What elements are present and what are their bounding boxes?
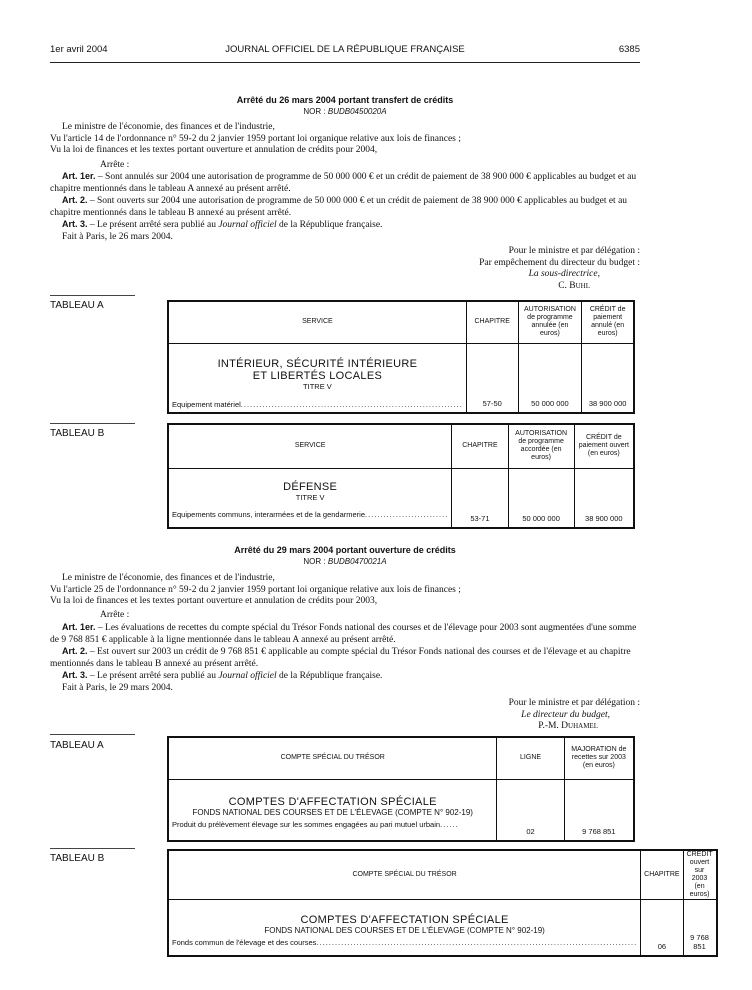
journal-title: JOURNAL OFFICIEL DE LA RÉPUBLIQUE FRANÇAISE: [225, 44, 465, 55]
divider: [50, 734, 135, 735]
tableau-b-2: [167, 849, 718, 957]
arrete1-art2: Art. 2. – Sont ouverts sur 2004 une autorisation de programme de 50 000 000 € et un crédit de paiement de 38 900 000 € applicables au budget et au chapitre mentionnés dans le tableau B annexé au présent arrêté.: [50, 195, 628, 218]
col-service: SERVICE: [168, 301, 466, 343]
compte-cell: COMPTES D'AFFECTATION SPÉCIALE FONDS NATIONAL DES COURSES ET DE L'ÉLEVAGE (COMPTE N° 902-19) Produit du prélèvement élevage sur les sommes engagées au pari mutuel urbain......: [168, 779, 497, 841]
arrete1-nor: NOR : BUDB0450020A: [303, 107, 387, 116]
arrete2-arrete: Arrête :: [100, 610, 130, 620]
arrete2-art2: Art. 2. – Est ouvert sur 2003 un crédit de 9 768 851 € applicable au compte spécial du Trésor Fonds national des courses et de l'élevage et au chapitre mentionnés dans le tableau B annexé au présent arrêté.: [50, 646, 631, 669]
chapitre-value: 53-71: [452, 468, 508, 528]
arrete2-signature: Pour le ministre et par délégation : Le directeur du budget, P.-M. Duhamel: [508, 698, 640, 731]
col-compte: COMPTE SPÉCIAL DU TRÉSOR: [168, 850, 641, 900]
tableau-b-label: TABLEAU B: [50, 853, 105, 864]
arrete1-title: Arrêté du 26 mars 2004 portant transfert de crédits: [236, 95, 454, 105]
col-compte: COMPTE SPÉCIAL DU TRÉSOR: [168, 737, 497, 779]
arrete1-fait: Fait à Paris, le 26 mars 2004.: [62, 232, 173, 242]
col-chapitre: CHAPITRE: [641, 850, 683, 900]
tableau-a-2: [167, 736, 635, 842]
col-cp: CRÉDIT de paiement annulé (en euros): [582, 301, 634, 343]
service-cell: DÉFENSE TITRE V Equipements communs, interarmées et de la gendarmerie...........................: [168, 468, 452, 528]
arrete1-art1: Art. 1er. – Sont annulés sur 2004 une autorisation de programme de 50 000 000 € et un crédit de paiement de 38 900 000 € applicables au budget et au chapitre mentionnés dans le tableau A annexé au présent arrêté.: [50, 171, 637, 194]
arrete2-intro: Le ministre de l'économie, des finances et de l'industrie, Vu l'article 25 de l'ordonnance n° 59-2 du 2 janvier 1959 portant loi organique relative aux lois de finances ; Vu la loi de finances et les textes portant ouverture et annulation de crédits pour 2003,: [50, 573, 461, 606]
cp-value: 38 900 000: [582, 343, 634, 413]
ligne-value: 02: [497, 779, 564, 841]
arrete2-nor: NOR : BUDB0470021A: [303, 557, 387, 566]
page-number: 6385: [618, 44, 640, 55]
col-service: SERVICE: [168, 424, 452, 468]
col-chapitre: CHAPITRE: [466, 301, 518, 343]
ap-value: 50 000 000: [518, 343, 582, 413]
divider: [50, 848, 135, 849]
arrete1-arrete: Arrête :: [100, 160, 130, 170]
chapitre-value: 06: [641, 900, 683, 957]
tableau-a-1: [167, 300, 635, 414]
tableau-b-label: TABLEAU B: [50, 428, 105, 439]
col-majoration: MAJORATION de recettes sur 2003 (en euros): [564, 737, 634, 779]
cp-value: 9 768 851: [683, 900, 716, 957]
chapitre-value: 57-50: [466, 343, 518, 413]
divider: [50, 295, 135, 296]
ap-value: 50 000 000: [508, 468, 574, 528]
arrete1-intro: Le ministre de l'économie, des finances et de l'industrie, Vu l'article 14 de l'ordonnance n° 59-2 du 2 janvier 1959 portant loi organique relative aux lois de finances ; Vu la loi de finances et les textes portant ouverture et annulation de crédits pour 2004,: [50, 122, 461, 155]
col-cp: CRÉDIT ouvert sur 2003 (en euros): [683, 850, 716, 900]
compte-cell: COMPTES D'AFFECTATION SPÉCIALE FONDS NATIONAL DES COURSES ET DE L'ÉLEVAGE (COMPTE N° 902-19) Fonds commun de l'élevage et des courses........................................................................................................: [168, 900, 641, 957]
col-chapitre: CHAPITRE: [452, 424, 508, 468]
tableau-a-label: TABLEAU A: [50, 300, 104, 311]
col-ligne: LIGNE: [497, 737, 564, 779]
arrete2-fait: Fait à Paris, le 29 mars 2004.: [62, 683, 173, 693]
col-ap: AUTORISATION de programme accordée (en euros): [508, 424, 574, 468]
header-date: 1er avril 2004: [50, 44, 108, 55]
divider: [50, 423, 135, 424]
col-ap: AUTORISATION de programme annulée (en euros): [518, 301, 582, 343]
arrete2-art3: Art. 3. – Le présent arrêté sera publié au Journal officiel de la République française.: [62, 670, 383, 681]
tableau-a-label: TABLEAU A: [50, 740, 104, 751]
arrete1-art3: Art. 3. – Le présent arrêté sera publié au Journal officiel de la République française.: [62, 219, 383, 230]
service-cell: INTÉRIEUR, SÉCURITÉ INTÉRIEURE ET LIBERTÉS LOCALES TITRE V Equipement matériel........................................................................: [168, 343, 466, 413]
header-rule: [50, 62, 640, 63]
arrete1-signature: Pour le ministre et par délégation : Par empêchement du directeur du budget : La sous-directrice, C. Buhl: [479, 246, 640, 291]
arrete2-art1: Art. 1er. – Les évaluations de recettes du compte spécial du Trésor Fonds national des courses et de l'élevage pour 2003 sont augmentées d'une somme de 9 768 851 € applicable à la ligne mentionnée dans le tableau A annexé au présent arrêté.: [50, 622, 637, 645]
majoration-value: 9 768 851: [564, 779, 634, 841]
arrete2-title: Arrêté du 29 mars 2004 portant ouverture de crédits: [234, 545, 456, 555]
tableau-b-1: [167, 423, 635, 529]
cp-value: 38 900 000: [574, 468, 634, 528]
col-cp: CRÉDIT de paiement ouvert (en euros): [574, 424, 634, 468]
